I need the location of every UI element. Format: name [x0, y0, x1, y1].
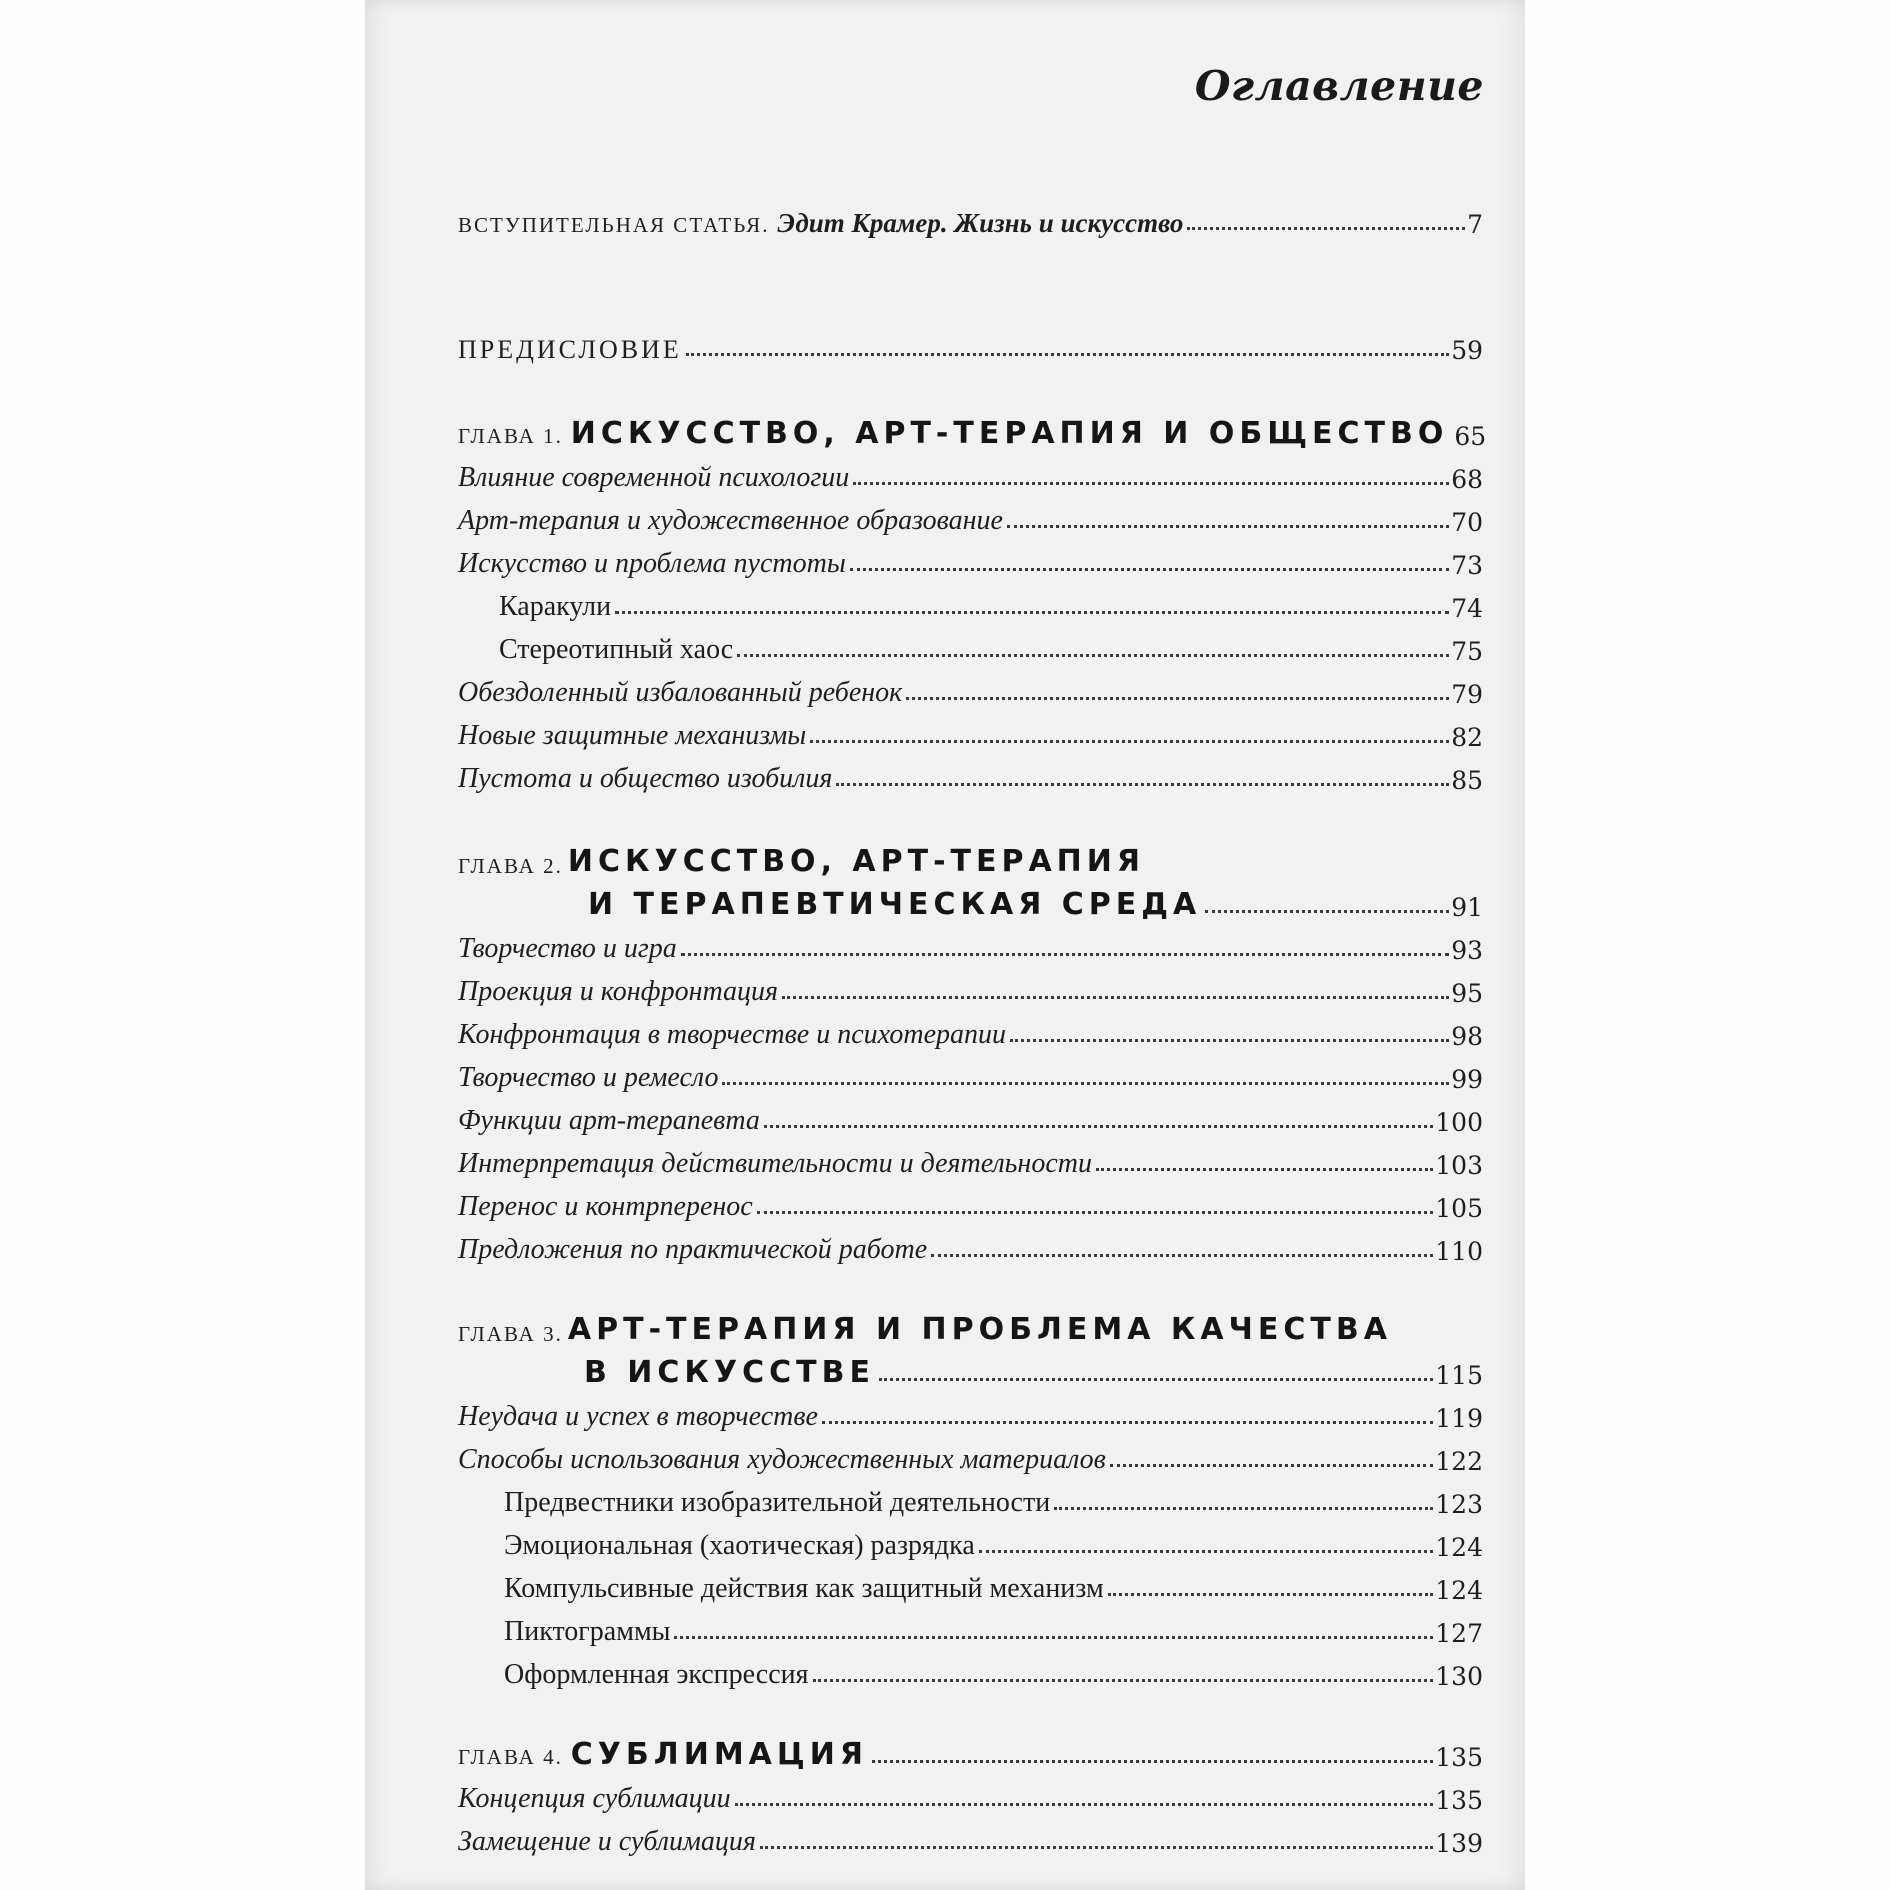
page-number: 135 [1435, 1743, 1483, 1772]
page-number: 75 [1451, 637, 1483, 666]
leader-dots [813, 1679, 1434, 1682]
entry-title: Перенос и контрперенос [458, 1191, 753, 1222]
toc-entry [458, 1434, 1483, 1476]
page-title: Оглавление [1194, 62, 1484, 110]
leader-dots [686, 353, 1449, 356]
toc-entry [458, 1095, 1483, 1137]
page-number: 130 [1435, 1662, 1483, 1691]
page-number: 135 [1435, 1786, 1483, 1815]
page-number: 82 [1451, 723, 1483, 752]
page-number: 115 [1435, 1361, 1483, 1390]
page-number: 79 [1451, 680, 1483, 709]
leader-dots [931, 1254, 1433, 1257]
toc-entry [458, 538, 1483, 580]
entry-title: Интерпретация действительности и деятельности [458, 1148, 1092, 1179]
entry-title: Пустота и общество изобилия [458, 763, 833, 794]
leader-dots [850, 568, 1449, 571]
page-number: 7 [1467, 210, 1483, 239]
chapter-title: СУБЛИМАЦИЯ [570, 1737, 868, 1772]
leader-dots [1010, 1039, 1449, 1042]
toc-entry [458, 1816, 1483, 1858]
entry-title: Замещение и сублимация [458, 1826, 756, 1857]
leader-dots [735, 1803, 1434, 1806]
toc-entry [458, 1773, 1483, 1815]
entry-title: Оформленная экспрессия [504, 1659, 809, 1690]
chapter-title-line2: В ИСКУССТВЕ [584, 1355, 875, 1390]
toc-preface [458, 323, 1483, 365]
entry-title: Арт-терапия и художественное образование [458, 505, 1003, 536]
page-number: 73 [1451, 551, 1483, 580]
toc-chapter-4 [458, 1730, 1483, 1772]
leader-dots [906, 697, 1449, 700]
toc-entry [458, 1224, 1483, 1266]
toc-subentry [504, 1520, 1483, 1562]
page-number: 74 [1451, 594, 1483, 623]
page-number: 124 [1435, 1533, 1483, 1562]
toc-subentry [504, 1563, 1483, 1605]
page-number: 124 [1435, 1576, 1483, 1605]
page-number: 123 [1435, 1490, 1483, 1519]
toc-entry [458, 710, 1483, 752]
leader-dots [782, 996, 1449, 999]
page-number: 103 [1435, 1151, 1483, 1180]
leader-dots [1205, 910, 1449, 913]
toc-entry [458, 923, 1483, 965]
leader-dots [822, 1421, 1433, 1424]
leader-dots [1096, 1168, 1433, 1171]
leader-dots [836, 783, 1449, 786]
entry-title: Предвестники изобразительной деятельности [504, 1487, 1051, 1518]
toc-entry [458, 966, 1483, 1008]
leader-dots [722, 1082, 1449, 1085]
toc-subentry [504, 1649, 1483, 1691]
entry-title: Влияние современной психологии [458, 462, 850, 493]
toc-subentry [504, 1606, 1483, 1648]
entry-title: Пиктограммы [504, 1616, 671, 1647]
page-number: 122 [1435, 1447, 1483, 1476]
book-page [365, 0, 1525, 1890]
leader-dots [737, 654, 1449, 657]
toc-entry [458, 1009, 1483, 1051]
toc-chapter-1 [458, 409, 1487, 451]
leader-dots [1007, 525, 1449, 528]
toc-entry [458, 1138, 1483, 1180]
entry-title: Неудача и успех в творчестве [458, 1401, 818, 1432]
toc-chapter-3-line1 [458, 1305, 1392, 1347]
entry-title: Проекция и конфронтация [458, 976, 779, 1007]
chapter-title-line1: ИСКУССТВО, АРТ-ТЕРАПИЯ [567, 844, 1146, 879]
toc-intro [458, 197, 1483, 239]
toc-chapter-3-line2 [584, 1348, 1483, 1390]
chapter-label: ГЛАВА 1. [458, 424, 563, 448]
chapter-label: ГЛАВА 4. [458, 1745, 563, 1769]
leader-dots [674, 1636, 1433, 1639]
page-number: 65 [1454, 422, 1487, 451]
entry-title: Новые защитные механизмы [458, 720, 807, 751]
page-number: 110 [1435, 1237, 1483, 1266]
chapter-title-line1: АРТ-ТЕРАПИЯ И ПРОБЛЕМА КАЧЕСТВА [567, 1312, 1392, 1347]
leader-dots [760, 1846, 1433, 1849]
toc-entry [458, 1052, 1483, 1094]
leader-dots [681, 953, 1449, 956]
page-number: 105 [1435, 1194, 1483, 1223]
entry-title: Искусство и проблема пустоты [458, 548, 846, 579]
leader-dots [615, 611, 1449, 614]
intro-title: Эдит Крамер. Жизнь и искусство [777, 208, 1184, 238]
chapter-title: ИСКУССТВО, АРТ-ТЕРАПИЯ И ОБЩЕСТВО [570, 416, 1449, 451]
leader-dots [979, 1550, 1434, 1553]
leader-dots [853, 482, 1449, 485]
page-number: 70 [1451, 508, 1483, 537]
leader-dots [872, 1760, 1433, 1763]
entry-title: Способы использования художественных материалов [458, 1444, 1106, 1475]
entry-title: Творчество и игра [458, 933, 677, 964]
leader-dots [1054, 1507, 1433, 1510]
entry-title: Каракули [499, 591, 612, 622]
page-number: 93 [1451, 936, 1483, 965]
leader-dots [810, 740, 1449, 743]
chapter-label: ГЛАВА 3. [458, 1322, 563, 1346]
page-number: 139 [1435, 1829, 1483, 1858]
page-number: 85 [1451, 766, 1483, 795]
chapter-title-line2: И ТЕРАПЕВТИЧЕСКАЯ СРЕДА [588, 887, 1202, 922]
intro-prefix: ВСТУПИТЕЛЬНАЯ СТАТЬЯ. [458, 213, 770, 237]
entry-title: Компульсивные действия как защитный механизм [504, 1573, 1104, 1604]
toc-subentry [504, 1477, 1483, 1519]
toc-entry [458, 667, 1483, 709]
entry-title: Творчество и ремесло [458, 1062, 719, 1093]
toc-subentry [499, 581, 1483, 623]
leader-dots [757, 1211, 1434, 1214]
page-number: 119 [1435, 1404, 1483, 1433]
leader-dots [879, 1378, 1433, 1381]
entry-title: Функции арт-терапевта [458, 1105, 760, 1136]
page-number: 127 [1435, 1619, 1483, 1648]
page-number: 98 [1451, 1022, 1483, 1051]
chapter-label: ГЛАВА 2. [458, 854, 563, 878]
toc-entry [458, 1391, 1483, 1433]
toc-entry [458, 753, 1483, 795]
page-number: 91 [1451, 893, 1483, 922]
leader-dots [1187, 227, 1465, 230]
entry-title: Концепция сублимации [458, 1783, 731, 1814]
toc-entry [458, 1181, 1483, 1223]
toc-subentry [499, 624, 1483, 666]
leader-dots [764, 1125, 1433, 1128]
leader-dots [1110, 1464, 1433, 1467]
page-number: 59 [1451, 336, 1483, 365]
entry-title: Стереотипный хаос [499, 634, 734, 665]
toc-entry [458, 452, 1483, 494]
page-number: 99 [1451, 1065, 1483, 1094]
page-number: 68 [1451, 465, 1483, 494]
entry-title: Эмоциональная (хаотическая) разрядка [504, 1530, 975, 1561]
page-number: 100 [1435, 1108, 1483, 1137]
page-number: 95 [1451, 979, 1483, 1008]
entry-title: Конфронтация в творчестве и психотерапии [458, 1019, 1007, 1050]
leader-dots [1108, 1593, 1434, 1596]
preface-title: ПРЕДИСЛОВИЕ [458, 335, 682, 364]
entry-title: Предложения по практической работе [458, 1234, 928, 1265]
entry-title: Обездоленный избалованный ребенок [458, 677, 903, 708]
toc-chapter-2-line1 [458, 837, 1145, 879]
toc-chapter-2-line2 [588, 880, 1483, 922]
toc-entry [458, 495, 1483, 537]
